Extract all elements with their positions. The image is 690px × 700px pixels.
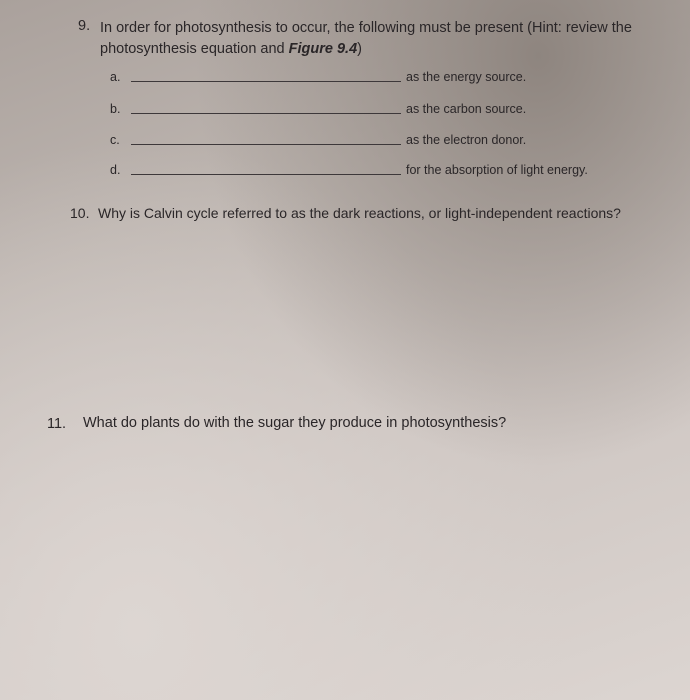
answer-blank-b[interactable]: [131, 113, 401, 114]
item-suffix: as the electron donor.: [406, 133, 527, 147]
answer-blank-a[interactable]: [131, 81, 401, 82]
answer-row-a: [0, 70, 690, 90]
item-letter: b.: [110, 102, 121, 116]
question-9-number: 9.: [78, 18, 91, 34]
item-suffix: for the absorption of light energy.: [406, 163, 588, 177]
question-9-text-main: In order for photosynthesis to occur, the following must be present (Hint: review the photosynthesis equation and: [100, 20, 632, 57]
item-letter: c.: [110, 133, 120, 147]
question-9-text: [100, 18, 680, 60]
question-9-text-end: ): [357, 41, 362, 57]
item-suffix: as the carbon source.: [406, 102, 527, 116]
item-letter: d.: [110, 163, 121, 177]
question-11-number: 11.: [47, 416, 67, 432]
item-letter: a.: [110, 70, 121, 84]
answer-row-d: [0, 163, 690, 183]
answer-blank-d[interactable]: [131, 174, 401, 175]
item-suffix: as the energy source.: [406, 70, 527, 84]
answer-blank-c[interactable]: [131, 144, 401, 145]
question-10-number: 10.: [70, 205, 90, 221]
answer-row-c: [0, 133, 690, 153]
answer-row-b: [0, 102, 690, 122]
question-10-text: Why is Calvin cycle referred to as the dark reactions, or light-independent reactions?: [98, 205, 621, 221]
question-11-text: What do plants do with the sugar they produce in photosynthesis?: [83, 415, 507, 431]
figure-reference: Figure 9.4: [288, 41, 358, 57]
